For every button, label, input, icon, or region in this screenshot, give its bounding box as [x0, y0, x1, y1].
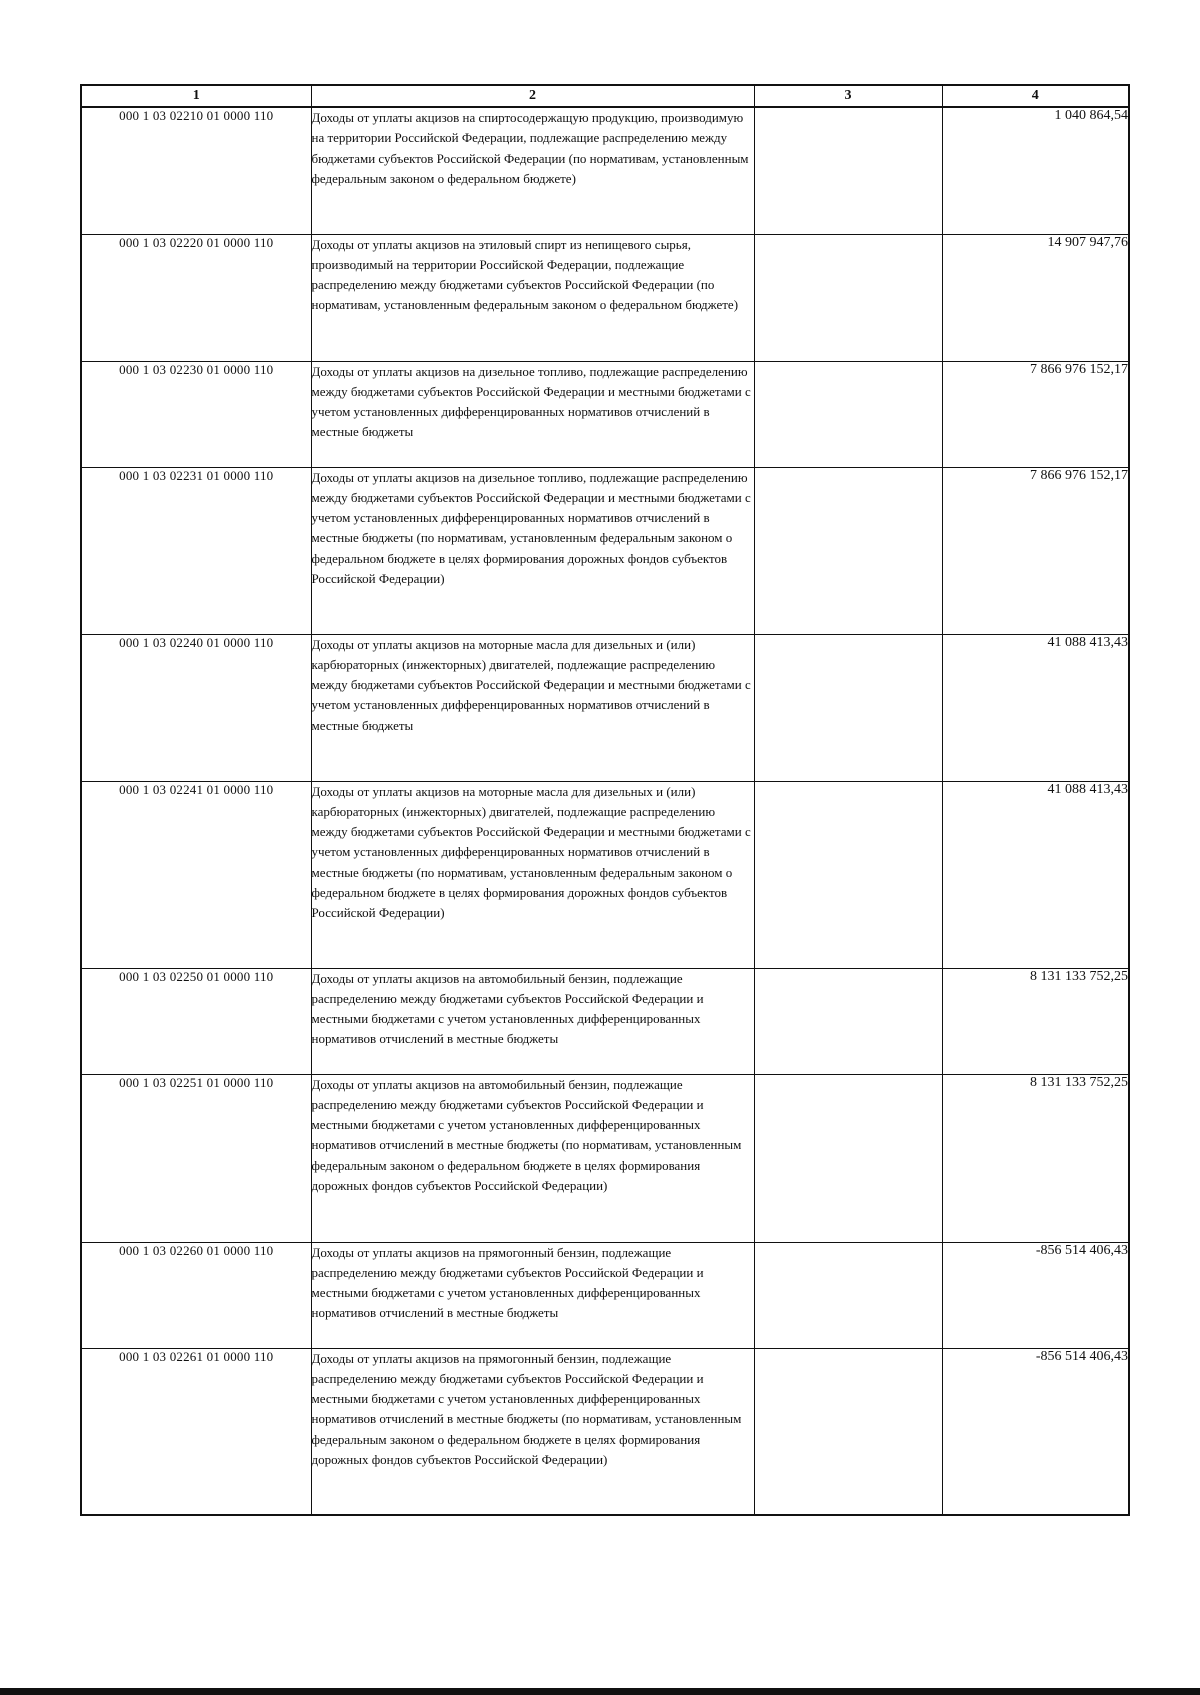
description-cell: Доходы от уплаты акцизов на спиртосодержащую продукцию, производимую на территории Российской Федерации, подлежащие распределению между бюджетами субъектов Российской Федерации (по нормативам, установленным федеральным законом о федеральном бюджете) — [311, 107, 754, 234]
table-row — [81, 634, 1129, 781]
description-cell: Доходы от уплаты акцизов на дизельное топливо, подлежащие распределению между бюджетами субъектов Российской Федерации и местными бюджетами с учетом установленных дифференцированных нормативов отчислений в местные бюджеты (по нормативам, установленным федеральным законом о федеральном бюджете в целях формирования дорожных фондов субъектов Российской Федерации) — [311, 467, 754, 634]
description-cell: Доходы от уплаты акцизов на моторные масла для дизельных и (или) карбюраторных (инжекторных) двигателей, подлежащие распределению между бюджетами субъектов Российской Федерации и местными бюджетами с учетом установленных дифференцированных нормативов отчислений в местные бюджеты — [311, 634, 754, 781]
document-sheet — [80, 84, 1130, 1516]
budget-code-cell: 000 1 03 02231 01 0000 110 — [81, 467, 311, 634]
budget-code-cell: 000 1 03 02230 01 0000 110 — [81, 361, 311, 467]
table-row — [81, 467, 1129, 634]
column-3-cell — [754, 234, 942, 361]
table-header-row — [81, 85, 1129, 107]
page-bottom-edge — [0, 1688, 1200, 1695]
description-cell: Доходы от уплаты акцизов на дизельное топливо, подлежащие распределению между бюджетами субъектов Российской Федерации и местными бюджетами с учетом установленных дифференцированных нормативов отчислений в местные бюджеты — [311, 361, 754, 467]
column-3-cell — [754, 781, 942, 968]
column-3-cell — [754, 467, 942, 634]
amount-cell: 14 907 947,76 — [942, 234, 1129, 361]
amount-cell: 8 131 133 752,25 — [942, 968, 1129, 1074]
table-row — [81, 1242, 1129, 1348]
amount-cell: 7 866 976 152,17 — [942, 361, 1129, 467]
column-3-cell — [754, 1074, 942, 1242]
amount-cell: 41 088 413,43 — [942, 634, 1129, 781]
amount-cell: 41 088 413,43 — [942, 781, 1129, 968]
budget-code-cell: 000 1 03 02261 01 0000 110 — [81, 1348, 311, 1515]
budget-code-cell: 000 1 03 02220 01 0000 110 — [81, 234, 311, 361]
table-row — [81, 968, 1129, 1074]
budget-code-cell: 000 1 03 02210 01 0000 110 — [81, 107, 311, 234]
revenue-table — [80, 84, 1130, 1516]
table-row — [81, 781, 1129, 968]
column-3-cell — [754, 107, 942, 234]
amount-cell: 1 040 864,54 — [942, 107, 1129, 234]
column-header-2: 2 — [311, 85, 754, 107]
budget-code-cell: 000 1 03 02240 01 0000 110 — [81, 634, 311, 781]
budget-code-cell: 000 1 03 02241 01 0000 110 — [81, 781, 311, 968]
budget-code-cell: 000 1 03 02260 01 0000 110 — [81, 1242, 311, 1348]
column-3-cell — [754, 968, 942, 1074]
amount-cell: 8 131 133 752,25 — [942, 1074, 1129, 1242]
amount-cell: -856 514 406,43 — [942, 1242, 1129, 1348]
table-row — [81, 1074, 1129, 1242]
description-cell: Доходы от уплаты акцизов на этиловый спирт из непищевого сырья, производимый на территории Российской Федерации, подлежащие распределению между бюджетами субъектов Российской Федерации (по нормативам, установленным федеральным законом о федеральном бюджете) — [311, 234, 754, 361]
amount-cell: -856 514 406,43 — [942, 1348, 1129, 1515]
column-3-cell — [754, 1348, 942, 1515]
description-cell: Доходы от уплаты акцизов на автомобильный бензин, подлежащие распределению между бюджетами субъектов Российской Федерации и местными бюджетами с учетом установленных дифференцированных нормативов отчислений в местные бюджеты (по нормативам, установленным федеральным законом о федеральном бюджете в целях формирования дорожных фондов субъектов Российской Федерации) — [311, 1074, 754, 1242]
description-cell: Доходы от уплаты акцизов на прямогонный бензин, подлежащие распределению между бюджетами субъектов Российской Федерации и местными бюджетами с учетом установленных дифференцированных нормативов отчислений в местные бюджеты — [311, 1242, 754, 1348]
budget-code-cell: 000 1 03 02250 01 0000 110 — [81, 968, 311, 1074]
column-header-1: 1 — [81, 85, 311, 107]
description-cell: Доходы от уплаты акцизов на моторные масла для дизельных и (или) карбюраторных (инжекторных) двигателей, подлежащие распределению между бюджетами субъектов Российской Федерации и местными бюджетами с учетом установленных дифференцированных нормативов отчислений в местные бюджеты (по нормативам, установленным федеральным законом о федеральном бюджете в целях формирования дорожных фондов субъектов Российской Федерации) — [311, 781, 754, 968]
column-3-cell — [754, 1242, 942, 1348]
column-header-3: 3 — [754, 85, 942, 107]
description-cell: Доходы от уплаты акцизов на прямогонный бензин, подлежащие распределению между бюджетами субъектов Российской Федерации и местными бюджетами с учетом установленных дифференцированных нормативов отчислений в местные бюджеты (по нормативам, установленным федеральным законом о федеральном бюджете в целях формирования дорожных фондов субъектов Российской Федерации) — [311, 1348, 754, 1515]
table-row — [81, 361, 1129, 467]
table-row — [81, 234, 1129, 361]
column-3-cell — [754, 361, 942, 467]
amount-cell: 7 866 976 152,17 — [942, 467, 1129, 634]
column-3-cell — [754, 634, 942, 781]
budget-code-cell: 000 1 03 02251 01 0000 110 — [81, 1074, 311, 1242]
table-row — [81, 1348, 1129, 1515]
description-cell: Доходы от уплаты акцизов на автомобильный бензин, подлежащие распределению между бюджетами субъектов Российской Федерации и местными бюджетами с учетом установленных дифференцированных нормативов отчислений в местные бюджеты — [311, 968, 754, 1074]
table-row — [81, 107, 1129, 234]
column-header-4: 4 — [942, 85, 1129, 107]
